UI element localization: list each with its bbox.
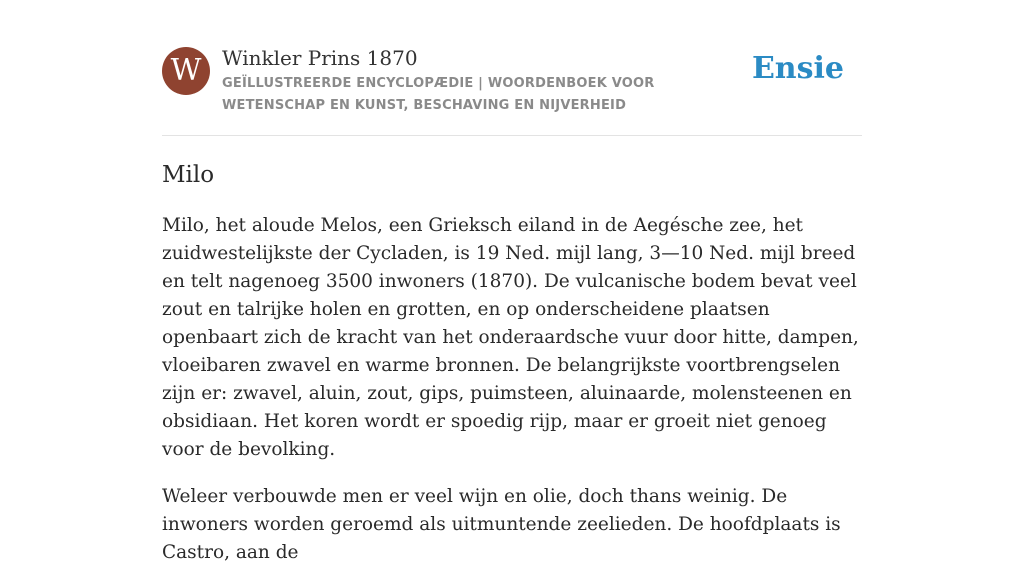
entry-body <box>162 212 868 586</box>
source-header <box>162 45 862 117</box>
ensie-logo[interactable]: Ensie <box>751 51 844 86</box>
header-divider <box>162 135 862 136</box>
source-avatar[interactable]: W <box>162 47 210 95</box>
entry-paragraph: Milo, het aloude Melos, een Grieksch eiland in de Aegésche zee, het zuidwestelijkste der Cycladen, is 19 Ned. mijl lang, 3—10 Ned. mijl breed en telt nagenoeg 3500 inwoners (1870). De vulcanische bodem bevat veel zout en talrijke holen en grotten, en op onderscheidene plaatsen openbaart zich de kracht van het onderaardsche vuur door hitte, dampen, vloeibaren zwavel en warme bronnen. De belangrijkste voortbrengselen zijn er: zwavel, aluin, zout, gips, puimsteen, aluinaarde, molensteenen en obsidiaan. Het koren wordt er spoedig rijp, maar er groeit niet genoeg voor de bevolking. <box>162 215 859 460</box>
entry-title: Milo <box>162 162 215 188</box>
source-title[interactable]: Winkler Prins 1870 <box>222 46 418 70</box>
entry-paragraph: Weleer verbouwde men er veel wijn en olie, doch thans weinig. De inwoners worden geroemd als uitmuntende zeelieden. De hoofdplaats is Castro, aan de <box>162 486 841 563</box>
source-subtitle: GEÏLLUSTREERDE ENCYCLOPÆDIE | WOORDENBOEK VOOR WETENSCHAP EN KUNST, BESCHAVING EN NIJVERHEID <box>222 76 655 113</box>
